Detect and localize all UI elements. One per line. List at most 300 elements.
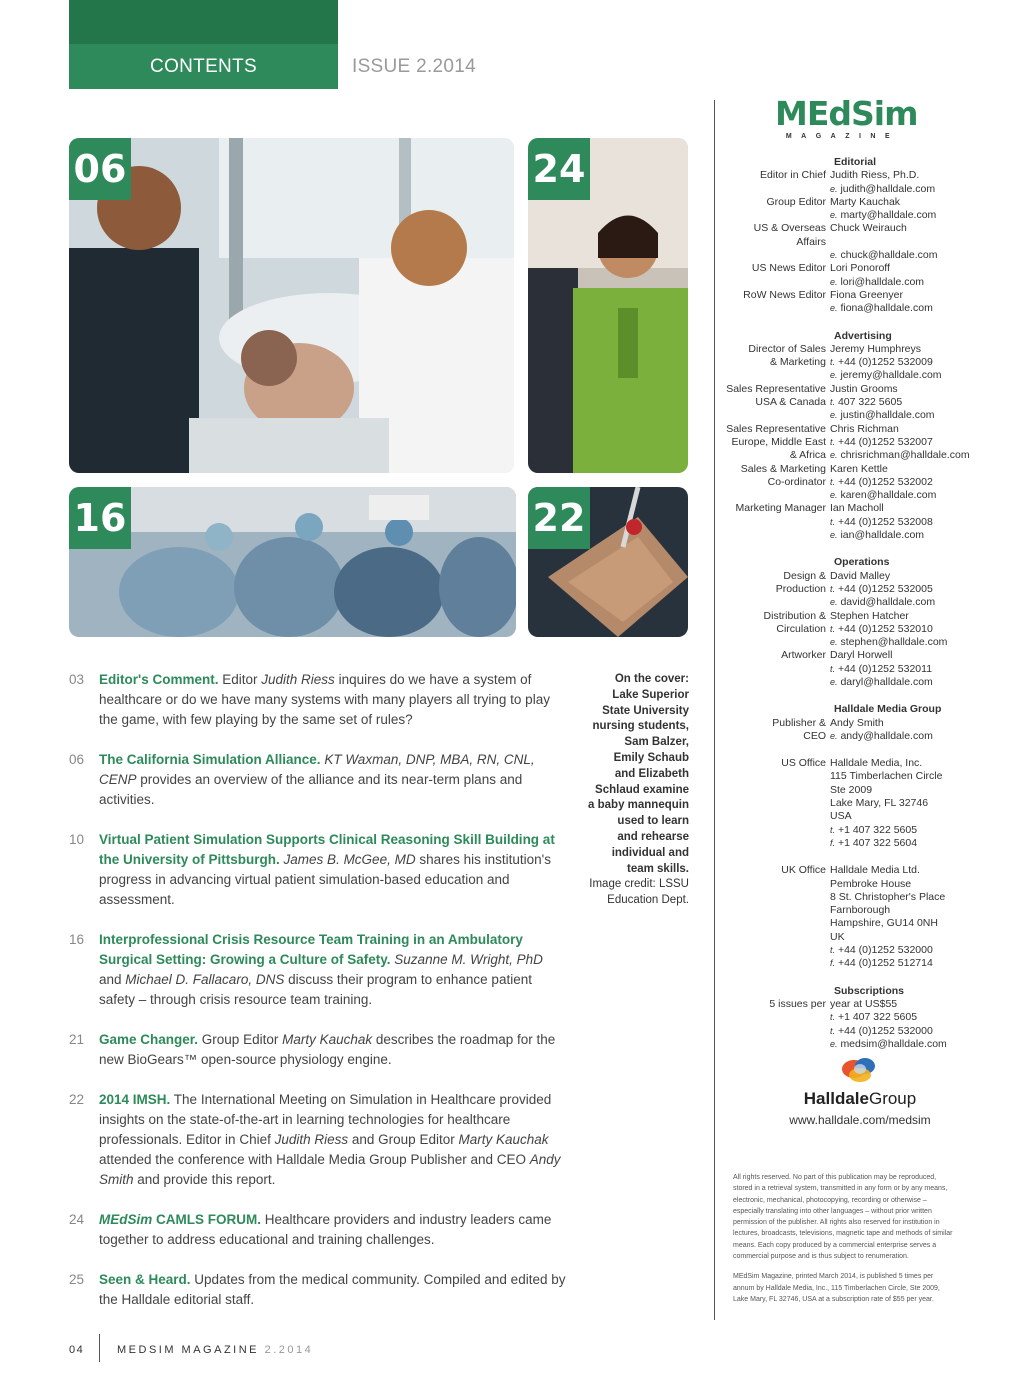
masthead-value-text: +44 (0)1252 532000 [837, 944, 933, 957]
masthead-value [830, 1025, 1012, 1038]
masthead-value [830, 396, 1012, 409]
contact-prefix: e. [830, 637, 838, 648]
masthead-label: Production [775, 582, 826, 595]
masthead-label [722, 944, 830, 957]
masthead-value[interactable] [830, 183, 1012, 196]
contact-prefix: t. [830, 436, 836, 447]
masthead-value-text: Jeremy Humphreys [830, 342, 922, 355]
masthead-row [722, 396, 1012, 409]
masthead-section [722, 156, 1012, 316]
masthead-label: Europe, Middle East [731, 435, 826, 448]
masthead-label: Editor in Chief [760, 169, 826, 182]
masthead-row [722, 409, 1012, 422]
description-text: Group Editor [198, 1032, 283, 1047]
toc-entry-title[interactable] [99, 1092, 170, 1107]
masthead-value[interactable] [830, 636, 1012, 649]
cover-caption-line: individual and [611, 846, 689, 859]
masthead-label: Director of Sales [748, 342, 826, 355]
author-name: James B. McGee, MD [283, 852, 416, 867]
masthead-section [722, 864, 1012, 970]
toc-entry-title[interactable] [99, 752, 321, 767]
author-name: Michael D. Fallacaro, DNS [125, 972, 285, 987]
column-divider [714, 100, 715, 1320]
masthead-label [722, 931, 830, 944]
masthead-value-text: Chris Richman [830, 422, 899, 435]
masthead-value-text: Lake Mary, FL 32746 [830, 797, 929, 810]
footer-divider [99, 1334, 100, 1362]
cover-caption-line: Lake Superior [612, 688, 689, 701]
toc-page-number: 03 [69, 672, 85, 687]
masthead-value [830, 810, 1012, 823]
masthead-label [722, 489, 830, 502]
contact-prefix: f. [830, 958, 836, 969]
masthead-value [830, 436, 1012, 449]
masthead-value[interactable] [830, 730, 1012, 743]
masthead-row [722, 663, 1012, 676]
masthead-row [722, 649, 1012, 662]
cover-caption-line: Schlaud examine [595, 783, 689, 796]
masthead-heading: Advertising [834, 329, 892, 342]
masthead-label: & Africa [789, 449, 826, 462]
masthead-value [830, 770, 1012, 783]
cover-caption-line: On the cover: [614, 673, 689, 685]
masthead-value[interactable] [830, 276, 1012, 289]
cover-image-credit: Education Dept. [607, 894, 689, 907]
masthead-row [722, 356, 1012, 369]
masthead-value-text: +44 (0)1252 532011 [837, 662, 933, 675]
toc-entry[interactable] [69, 670, 569, 730]
masthead-row [722, 383, 1012, 396]
masthead-label [722, 249, 830, 262]
masthead-row [722, 463, 1012, 476]
footer-magazine-name: MEDSIM MAGAZINE [117, 1344, 260, 1356]
masthead-row [722, 302, 1012, 315]
masthead-label: Co-ordinator [767, 475, 826, 488]
author-name: Marty Kauchak [458, 1132, 549, 1147]
halldale-group-name [775, 1089, 945, 1109]
masthead-value-text: Justin Grooms [830, 382, 898, 395]
author-name: KT Waxman, DNP, MBA, RN, CNL, CENP [99, 752, 535, 787]
contact-prefix: e. [830, 530, 838, 541]
masthead-row [722, 169, 1012, 182]
toc-title-text: Seen & Heard. [99, 1272, 191, 1287]
masthead-label [722, 810, 830, 823]
halldale-globe-icon [838, 1055, 882, 1085]
toc-entry-title[interactable] [99, 672, 218, 687]
masthead-value-text: Daryl Horwell [830, 649, 893, 662]
masthead-label [722, 183, 830, 196]
masthead-value[interactable] [830, 249, 1012, 262]
masthead-label [722, 596, 830, 609]
masthead-value-text: justin@halldale.com [840, 409, 935, 422]
masthead-value[interactable] [830, 1038, 1012, 1051]
masthead-label: Group Editor [766, 195, 826, 208]
masthead-label [722, 369, 830, 382]
contact-prefix: t. [830, 1025, 836, 1036]
author-name: Judith Riess [261, 672, 335, 687]
masthead-value [830, 1011, 1012, 1024]
masthead-row [722, 476, 1012, 489]
masthead-value[interactable] [830, 529, 1012, 542]
masthead-value-text: ian@halldale.com [840, 529, 925, 542]
cover-caption-line: and rehearse [617, 830, 689, 843]
masthead-heading: Halldale Media Group [834, 703, 942, 716]
description-text: and [99, 972, 126, 987]
author-name: Judith Riess [274, 1132, 349, 1147]
masthead-label [722, 824, 830, 837]
masthead-value [830, 196, 1012, 209]
issue-label: ISSUE 2.2014 [352, 56, 477, 77]
rights-paragraph: All rights reserved. No part of this publication may be reproduced, stored in a retrieval system, transmitted in any form or by any means, electronic, mechanical, photocopying, recording or otherwise – especially translating into other languages – without prior written permission of the publisher. All rights also reserved for institution in lectures, broadcasts, televisions, magnetic tape and methods of similar means. Each copy produced by a commercial enterprise serves a commercial purpose and is thus subject to renumeration. [733, 1174, 953, 1261]
toc-title-italic: MEdSim [99, 1212, 153, 1227]
toc-entry[interactable] [69, 750, 569, 810]
masthead-row [722, 209, 1012, 222]
masthead-label [722, 209, 830, 222]
masthead-label: 5 issues per [769, 997, 826, 1010]
contact-prefix: e. [830, 676, 838, 687]
masthead-label: Artworker [781, 649, 826, 662]
masthead-row [722, 730, 1012, 743]
halldale-name-bold: Halldale [803, 1089, 869, 1108]
masthead-value [830, 944, 1012, 957]
masthead-value-text: David Malley [830, 569, 891, 582]
masthead-value[interactable] [830, 302, 1012, 315]
masthead-label [722, 797, 830, 810]
masthead-label [722, 957, 830, 970]
toc-entry[interactable] [69, 1030, 569, 1070]
description-text: The International Meeting on Simulation in Healthcare provided insights on the state-of-the-art in learning technologies for healthcare professionals. Editor in Chief [99, 1092, 552, 1147]
toc-title-text: CAMLS FORUM. [152, 1212, 262, 1227]
header-band-top [69, 0, 338, 44]
masthead-value [830, 516, 1012, 529]
masthead-value-text: daryl@halldale.com [840, 675, 933, 688]
masthead-row [722, 797, 1012, 810]
masthead-row [722, 249, 1012, 262]
toc-title-text: The California Simulation Alliance. [99, 752, 321, 767]
photo-16[interactable] [69, 487, 516, 637]
masthead-value [830, 423, 1012, 436]
masthead-row [722, 343, 1012, 356]
masthead-value[interactable] [830, 209, 1012, 222]
masthead-label: Sales & Marketing [740, 462, 826, 475]
masthead-row [722, 636, 1012, 649]
masthead-value [830, 931, 1012, 944]
photo-24[interactable] [528, 138, 688, 473]
masthead-row [722, 183, 1012, 196]
masthead-label [722, 917, 830, 930]
toc-entry-title[interactable] [99, 1212, 261, 1227]
masthead-value-text: Halldale Media, Inc. [830, 757, 923, 770]
masthead-value-text: +1 407 322 5605 [837, 1011, 918, 1024]
photo-06[interactable] [69, 138, 514, 473]
masthead-value-text: +44 (0)1252 532002 [837, 475, 933, 488]
masthead-value-text: Marty Kauchak [830, 195, 901, 208]
toc-entry[interactable] [69, 830, 569, 910]
masthead-label [722, 1025, 830, 1038]
description-text: and Group Editor [348, 1132, 459, 1147]
masthead-value-text: 407 322 5605 [837, 396, 903, 409]
contact-prefix: e. [830, 490, 838, 501]
masthead-value-text: Ian Macholl [830, 502, 884, 515]
masthead-row [722, 837, 1012, 850]
masthead-value-text: Judith Riess, Ph.D. [830, 169, 920, 182]
toc-title-text: 2014 IMSH. [99, 1092, 171, 1107]
masthead-row [722, 810, 1012, 823]
masthead-label [722, 878, 830, 891]
masthead-value [830, 998, 1012, 1011]
description-text: and provide this report. [133, 1172, 276, 1187]
cover-caption-line: Emily Schaub [613, 751, 689, 764]
contact-prefix: t. [830, 623, 836, 634]
masthead-section [722, 985, 1012, 1051]
contact-prefix: e. [830, 1038, 838, 1049]
masthead-label: USA & Canada [755, 396, 826, 409]
toc-entry-title[interactable] [99, 1272, 191, 1287]
masthead-value-text: fiona@halldale.com [840, 302, 933, 315]
masthead-value-text: medsim@halldale.com [840, 1037, 947, 1050]
photo-22[interactable] [528, 487, 688, 637]
masthead-value-text: +44 (0)1252 532008 [837, 515, 933, 528]
masthead-label: Design & [783, 569, 826, 582]
contact-prefix: t. [830, 824, 836, 835]
masthead-value [830, 570, 1012, 583]
masthead-value-text: judith@halldale.com [840, 182, 936, 195]
masthead-value-text: Pembroke House [830, 877, 912, 890]
description-text: shares his institution's progress in advancing virtual patient simulation-based education and assessment. [99, 852, 551, 907]
masthead-value-text: Ste 2009 [830, 783, 873, 796]
masthead-label [722, 1038, 830, 1051]
masthead-label: CEO [803, 729, 826, 742]
cover-caption-line: used to learn [617, 815, 689, 828]
toc-page-number: 10 [69, 832, 85, 847]
author-name: Andy Smith [99, 1152, 561, 1187]
masthead-value [830, 222, 1012, 249]
masthead-value-text: +44 (0)1252 532009 [837, 356, 933, 369]
contact-prefix: e. [830, 597, 838, 608]
masthead-value-text: marty@halldale.com [840, 209, 937, 222]
contact-prefix: e. [830, 303, 838, 314]
contact-prefix: e. [830, 276, 838, 287]
masthead-value [830, 824, 1012, 837]
masthead-value[interactable] [830, 676, 1012, 689]
masthead-row [722, 676, 1012, 689]
masthead-label [722, 770, 830, 783]
masthead-label [722, 904, 830, 917]
masthead-value-text: Halldale Media Ltd. [830, 864, 920, 877]
page-number-badge: 06 [69, 138, 131, 200]
masthead-row [722, 784, 1012, 797]
masthead-value-text: +44 (0)1252 512714 [837, 957, 933, 970]
masthead-value [830, 649, 1012, 662]
contact-prefix: e. [830, 370, 838, 381]
masthead-value-text: Hampshire, GU14 0NH [830, 917, 938, 930]
description-text: Editor [218, 672, 262, 687]
masthead-row [722, 757, 1012, 770]
masthead-value[interactable] [830, 596, 1012, 609]
masthead-value [830, 797, 1012, 810]
toc-title-text: Interprofessional Crisis Resource Team Training in an Ambulatory Surgical Setting: Growing a Culture of Safety. [99, 932, 523, 967]
masthead-value-text: andy@halldale.com [840, 729, 933, 742]
masthead-label: Marketing Manager [735, 502, 826, 515]
masthead-value[interactable] [830, 449, 1012, 462]
masthead-row [722, 824, 1012, 837]
masthead-value [830, 169, 1012, 182]
contact-prefix: t. [830, 583, 836, 594]
masthead-value-text: 8 St. Christopher's Place [830, 890, 946, 903]
masthead-value-text: karen@halldale.com [840, 489, 937, 502]
contact-prefix: e. [830, 730, 838, 741]
masthead-row [722, 878, 1012, 891]
masthead-value-text: +44 (0)1252 532000 [837, 1024, 933, 1037]
masthead-row [722, 276, 1012, 289]
contact-prefix: t. [830, 357, 836, 368]
masthead-value [830, 502, 1012, 515]
toc-title-text: Editor's Comment. [99, 672, 219, 687]
masthead-value [830, 663, 1012, 676]
masthead-value-text: USA [830, 810, 852, 823]
masthead-value [830, 784, 1012, 797]
footer-issue-year: 2.2014 [264, 1344, 314, 1356]
toc-entry[interactable] [69, 1090, 569, 1190]
masthead-value-text: +44 (0)1252 532010 [837, 622, 933, 635]
toc-entry[interactable] [69, 1270, 569, 1310]
masthead-label: US Office [781, 757, 826, 770]
masthead-value-text: chuck@halldale.com [840, 249, 938, 262]
masthead-label: Distribution & [763, 609, 826, 622]
contact-prefix: e. [830, 183, 838, 194]
masthead-section [722, 330, 1012, 543]
toc-entry[interactable] [69, 1210, 569, 1250]
contact-prefix: t. [830, 945, 836, 956]
masthead-row [722, 717, 1012, 730]
masthead-row [722, 957, 1012, 970]
masthead-value-text: +44 (0)1252 532007 [837, 435, 933, 448]
masthead-heading: Operations [834, 556, 890, 569]
masthead-label [722, 891, 830, 904]
contact-prefix: e. [830, 210, 838, 221]
description-text: provides an overview of the alliance and its near-term plans and activities. [99, 772, 523, 807]
contact-prefix: e. [830, 450, 838, 461]
medsim-logo [775, 94, 918, 140]
cover-caption-line: State University [602, 704, 689, 717]
toc-title-text: Game Changer. [99, 1032, 199, 1047]
masthead-section [722, 556, 1012, 689]
masthead-label [722, 676, 830, 689]
masthead-value-text: Andy Smith [830, 716, 884, 729]
masthead-value[interactable] [830, 489, 1012, 502]
halldale-name-rest: Group [868, 1089, 917, 1108]
masthead-row [722, 998, 1012, 1011]
logo-wordmark: MEdSim [775, 94, 918, 133]
footer-page-number: 04 [69, 1344, 85, 1356]
masthead-row [722, 1011, 1012, 1024]
masthead-label: US & Overseas Affairs [753, 222, 826, 248]
masthead-label [722, 302, 830, 315]
masthead-value [830, 356, 1012, 369]
masthead-value [830, 463, 1012, 476]
halldale-group-logo [775, 1055, 945, 1127]
toc-page-number: 22 [69, 1092, 85, 1107]
contact-prefix: t. [830, 516, 836, 527]
masthead-value-text: year at US$55 [830, 997, 898, 1010]
masthead-value-text: lori@halldale.com [840, 275, 925, 288]
masthead-label: Sales Representative [726, 382, 826, 395]
masthead-value [830, 476, 1012, 489]
description-text: Healthcare providers and industry leaders came together to address educational and training challenges. [99, 1212, 552, 1247]
masthead-value [830, 289, 1012, 302]
cover-caption-line: nursing students, [592, 720, 689, 733]
masthead-row [722, 1025, 1012, 1038]
masthead-value [830, 343, 1012, 356]
contact-prefix: t. [830, 476, 836, 487]
toc-page-number: 06 [69, 752, 85, 767]
masthead-value [830, 610, 1012, 623]
masthead-row [722, 423, 1012, 436]
masthead-value-text: +1 407 322 5605 [837, 823, 918, 836]
masthead-value-text: Chuck Weirauch [830, 222, 907, 235]
masthead-value [830, 583, 1012, 596]
masthead-section [722, 757, 1012, 850]
masthead-row [722, 917, 1012, 930]
masthead-value-text: +1 407 322 5604 [837, 836, 918, 849]
masthead-value [830, 864, 1012, 877]
masthead-value-text: 115 Timberlachen Circle [830, 770, 943, 783]
masthead-label [722, 636, 830, 649]
toc-entry-title[interactable] [99, 1032, 198, 1047]
masthead-row [722, 436, 1012, 449]
masthead-value [830, 878, 1012, 891]
masthead-row [722, 891, 1012, 904]
surgical-team-image [69, 487, 516, 637]
table-of-contents [69, 670, 569, 1330]
masthead [722, 156, 1012, 1065]
toc-entry[interactable] [69, 930, 569, 1010]
cover-caption-line: a baby mannequin [588, 799, 689, 812]
masthead-row [722, 1038, 1012, 1051]
masthead-value-text: Stephen Hatcher [830, 609, 909, 622]
masthead-value-text: jeremy@halldale.com [840, 369, 942, 382]
masthead-label: & Marketing [769, 356, 826, 369]
masthead-row [722, 262, 1012, 275]
nurses-mannequin-image [69, 138, 514, 473]
masthead-value [830, 957, 1012, 970]
masthead-row [722, 529, 1012, 542]
masthead-value [830, 717, 1012, 730]
masthead-label [722, 516, 830, 529]
masthead-row [722, 904, 1012, 917]
masthead-value[interactable] [830, 369, 1012, 382]
masthead-value-text: david@halldale.com [840, 596, 936, 609]
halldale-url[interactable]: www.halldale.com/medsim [789, 1113, 931, 1127]
masthead-value-text: stephen@halldale.com [840, 636, 948, 649]
masthead-value-text: chrisrichman@halldale.com [840, 449, 970, 462]
masthead-value[interactable] [830, 409, 1012, 422]
masthead-value-text: Karen Kettle [830, 462, 888, 475]
contact-prefix: t. [830, 663, 836, 674]
contact-prefix: e. [830, 250, 838, 261]
masthead-row [722, 570, 1012, 583]
masthead-row [722, 449, 1012, 462]
masthead-label [722, 663, 830, 676]
masthead-value [830, 904, 1012, 917]
masthead-label: RoW News Editor [743, 288, 826, 301]
masthead-section [722, 703, 1012, 743]
masthead-value [830, 383, 1012, 396]
logo-subtitle: MAGAZINE [785, 133, 900, 140]
masthead-row [722, 583, 1012, 596]
contact-prefix: e. [830, 410, 838, 421]
masthead-row [722, 196, 1012, 209]
